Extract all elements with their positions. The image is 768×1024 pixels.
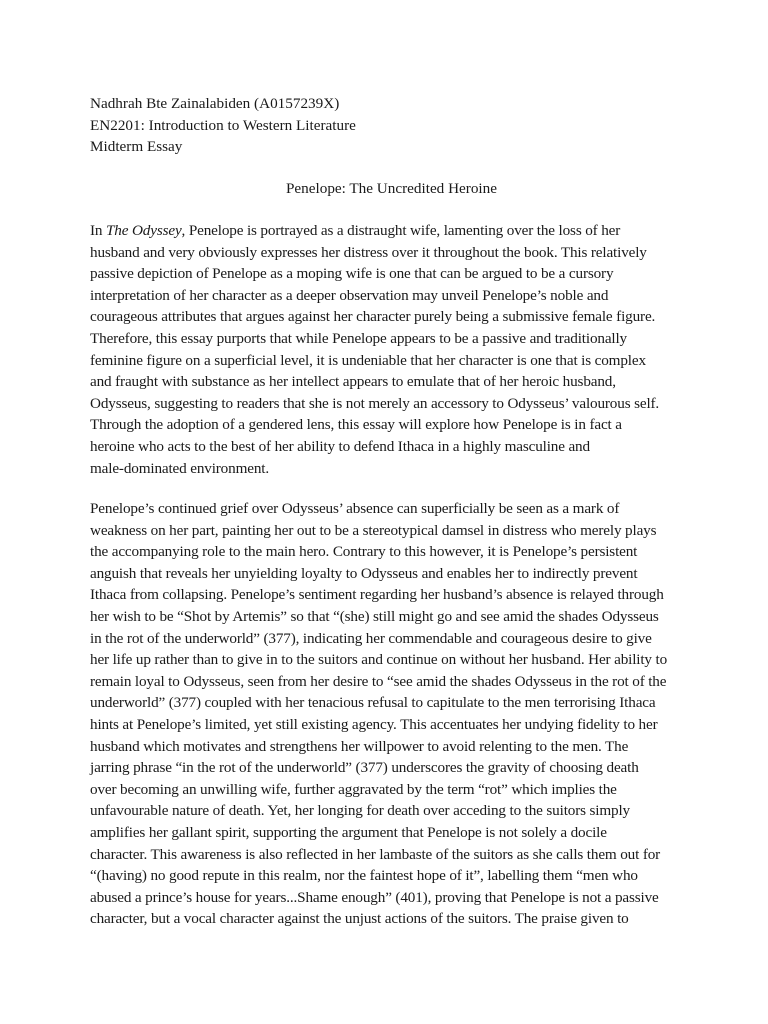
paragraph-2 — [90, 498, 690, 930]
paragraph-line: hints at Penelope’s limited, yet still existing agency. This accentuates her undying fidelity to her — [90, 715, 658, 733]
paragraph-line: abused a prince’s house for years...Shame enough” (401), proving that Penelope is not a passive — [90, 888, 659, 906]
paragraph-line: Odysseus, suggesting to readers that she is not merely an accessory to Odysseus’ valourous self. — [90, 394, 660, 412]
paragraph-line: the accompanying role to the main hero. Contrary to this however, it is Penelope’s persistent — [90, 543, 638, 561]
paragraph-line: weakness on her part, painting her out to be a stereotypical damsel in distress who merely plays — [90, 521, 657, 539]
paragraph-line: anguish that reveals her unyielding loyalty to Odysseus and enables her to indirectly prevent — [90, 564, 638, 582]
paragraph-line: male-dominated environment. — [90, 459, 269, 477]
paragraph-line: character, but a vocal character against the unjust actions of the suitors. The praise given to — [90, 910, 629, 928]
essay-title: Penelope: The Uncredited Heroine — [285, 180, 497, 197]
paragraph-line: husband and very obviously expresses her distress over it throughout the book. This relatively — [90, 243, 647, 261]
paragraph-line: over becoming an unwilling wife, further aggravated by the term “rot” which implies the — [90, 780, 617, 798]
paragraph-line: character. This awareness is also reflected in her lambaste of the suitors as she calls them out for — [90, 845, 661, 863]
paragraph-line: remain loyal to Odysseus, seen from her desire to “see amid the shades Odysseus in the rot of the — [90, 672, 667, 690]
paragraph-line: passive depiction of Penelope as a moping wife is one that can be argued to be a cursory — [90, 265, 614, 283]
paragraph-line: Penelope’s continued grief over Odysseus’ absence can superficially be seen as a mark of — [90, 500, 620, 517]
paragraph-line: “(having) no good repute in this realm, nor the faintest hope of it”, labelling them “men who — [90, 867, 638, 885]
paragraph-line: courageous attributes that argues against her character purely being a submissive female figure. — [90, 308, 656, 326]
paragraph-line — [90, 220, 690, 242]
line-prefix: In — [90, 222, 106, 239]
paragraph-line: heroine who acts to the best of her ability to defend Ithaca in a highly masculine and — [90, 437, 590, 455]
essay-header — [90, 93, 356, 158]
paragraph-1 — [90, 220, 690, 479]
book-title-italic: The Odyssey — [106, 222, 182, 239]
paragraph-line: Therefore, this essay purports that while Penelope appears to be a passive and traditionally — [90, 329, 627, 347]
paragraph-line: amplifies her gallant spirit, supporting the argument that Penelope is not solely a docile — [90, 823, 607, 841]
assignment-line: Midterm Essay — [90, 138, 183, 156]
paragraph-line: unfavourable nature of death. Yet, her longing for death over acceding to the suitors simply — [90, 802, 630, 820]
paragraph-line: feminine figure on a superficial level, it is undeniable that her character is one that is complex — [90, 351, 646, 369]
course-line: EN2201: Introduction to Western Literature — [90, 116, 356, 134]
paragraph-line: and fraught with substance as her intellect appears to emulate that of her heroic husband, — [90, 373, 616, 391]
paragraph-line: Ithaca from collapsing. Penelope’s sentiment regarding her husband’s absence is relayed through — [90, 586, 664, 604]
paragraph-line: in the rot of the underworld” (377), indicating her commendable and courageous desire to give — [90, 629, 652, 647]
line-suffix: , Penelope is portrayed as a distraught wife, lamenting over the loss of her — [181, 222, 621, 239]
paragraph-line: interpretation of her character as a deeper observation may unveil Penelope’s noble and — [90, 286, 609, 304]
paragraph-line: jarring phrase “in the rot of the underworld” (377) underscores the gravity of choosing death — [90, 759, 639, 777]
paragraph-line: underworld” (377) coupled with her tenacious refusal to capitulate to the men terrorising Ithaca — [90, 694, 656, 712]
paragraph-line: her wish to be “Shot by Artemis” so that “(she) still might go and see amid the shades Odysseus — [90, 607, 659, 625]
paragraph-line: Through the adoption of a gendered lens, this essay will explore how Penelope is in fact a — [90, 416, 622, 434]
paragraph-line: her life up rather than to give in to the suitors and continue on without her husband. Her ability to — [90, 651, 668, 669]
paragraph-line: husband which motivates and strengthens her willpower to avoid relenting to the men. The — [90, 737, 629, 755]
author-line: Nadhrah Bte Zainalabiden (A0157239X) — [90, 95, 340, 112]
